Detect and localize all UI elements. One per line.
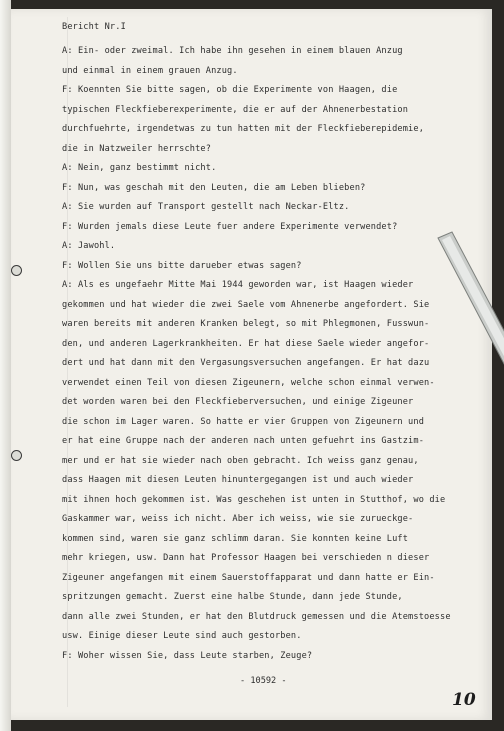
text-line: F: Wurden jemals diese Leute fuer andere Experimente verwendet? bbox=[62, 221, 398, 232]
text-line: mehr kriegen, usw. Dann hat Professor Haagen bei verschieden n dieser bbox=[62, 553, 430, 563]
text-line: und einmal in einem grauen Anzug. bbox=[62, 65, 238, 76]
text-line: mit ihnen hoch gekommen ist. Was geschehen ist unten in Stutthof, wo die bbox=[62, 494, 446, 505]
text-line: dert und hat dann mit den Vergasungsversuchen angefangen. Er hat dazu bbox=[62, 358, 430, 368]
text-line: usw. Einige dieser Leute sind auch gestorben. bbox=[62, 631, 302, 641]
text-line: verwendet einen Teil von diesen Zigeunern, welche schon einmal verwen- bbox=[62, 377, 435, 388]
text-line: mer und er hat sie wieder nach oben gebracht. Ich weiss ganz genau, bbox=[62, 455, 419, 466]
text-line: die schon im Lager waren. So hatte er vier Gruppen von Zigeunern und bbox=[62, 416, 425, 427]
text-line: den, und anderen Lagerkrankheiten. Er hat diese Saele wieder angefor- bbox=[62, 338, 430, 349]
text-line: spritzungen gemacht. Zuerst eine halbe Stunde, dann jede Stunde, bbox=[62, 592, 403, 602]
text-line: kommen sind, waren sie ganz schlimm daran. Sie konnten keine Luft bbox=[62, 533, 409, 544]
text-line: durchfuehrte, irgendetwas zu tun hatten mit der Fleckfieberepidemie, bbox=[62, 124, 425, 134]
text-line: er hat eine Gruppe nach der anderen nach unten gefuehrt ins Gastzim- bbox=[62, 436, 425, 446]
text-line: F: Nun, was geschah mit den Leuten, die am Leben blieben? bbox=[62, 182, 366, 193]
typed-text-block bbox=[62, 20, 451, 666]
text-line: gekommen und hat wieder die zwei Saele vom Ahnenerbe angefordert. Sie bbox=[62, 299, 430, 310]
text-line: F: Woher wissen Sie, dass Leute starben, Zeuge? bbox=[62, 650, 313, 661]
text-line: waren bereits mit anderen Kranken belegt, so mit Phlegmonen, Fusswun- bbox=[62, 319, 430, 329]
punch-hole-top bbox=[11, 265, 22, 276]
pen-tip-image bbox=[430, 230, 504, 400]
punch-hole-bottom bbox=[11, 450, 22, 461]
text-line: A: Als es ungefaehr Mitte Mai 1944 geworden war, ist Haagen wieder bbox=[62, 280, 414, 290]
text-line: A: Nein, ganz bestimmt nicht. bbox=[62, 163, 217, 173]
document-header: Bericht Nr.I bbox=[62, 22, 126, 32]
text-line: Gaskammer war, weiss ich nicht. Aber ich weiss, wie sie zurueckge- bbox=[62, 514, 414, 524]
text-line: dann alle zwei Stunden, er hat den Blutdruck gemessen und die Atemstoesse bbox=[62, 611, 451, 622]
text-line: det worden waren bei den Fleckfieberversuchen, und einige Zigeuner bbox=[62, 397, 414, 407]
text-line: F: Wollen Sie uns bitte darueber etwas sagen? bbox=[62, 260, 302, 271]
text-line: A: Ein- oder zweimal. Ich habe ihn gesehen in einem blauen Anzug bbox=[62, 46, 403, 56]
text-line: typischen Fleckfieberexperimente, die er auf der Ahnenerbestation bbox=[62, 104, 409, 115]
text-line: F: Koennten Sie bitte sagen, ob die Experimente von Haagen, die bbox=[62, 85, 398, 95]
binder-strip bbox=[0, 0, 11, 731]
page-number: - 10592 - bbox=[240, 676, 287, 686]
handwritten-folio-number: 10 bbox=[452, 690, 476, 710]
text-line: A: Sie wurden auf Transport gestellt nach Neckar-Eltz. bbox=[62, 202, 350, 212]
text-line: dass Haagen mit diesen Leuten hinuntergegangen ist und auch wieder bbox=[62, 475, 414, 485]
text-line: die in Natzweiler herrschte? bbox=[62, 143, 212, 154]
text-line: Zigeuner angefangen mit einem Sauerstoffapparat und dann hatte er Ein- bbox=[62, 572, 435, 583]
text-line: A: Jawohl. bbox=[62, 241, 116, 251]
